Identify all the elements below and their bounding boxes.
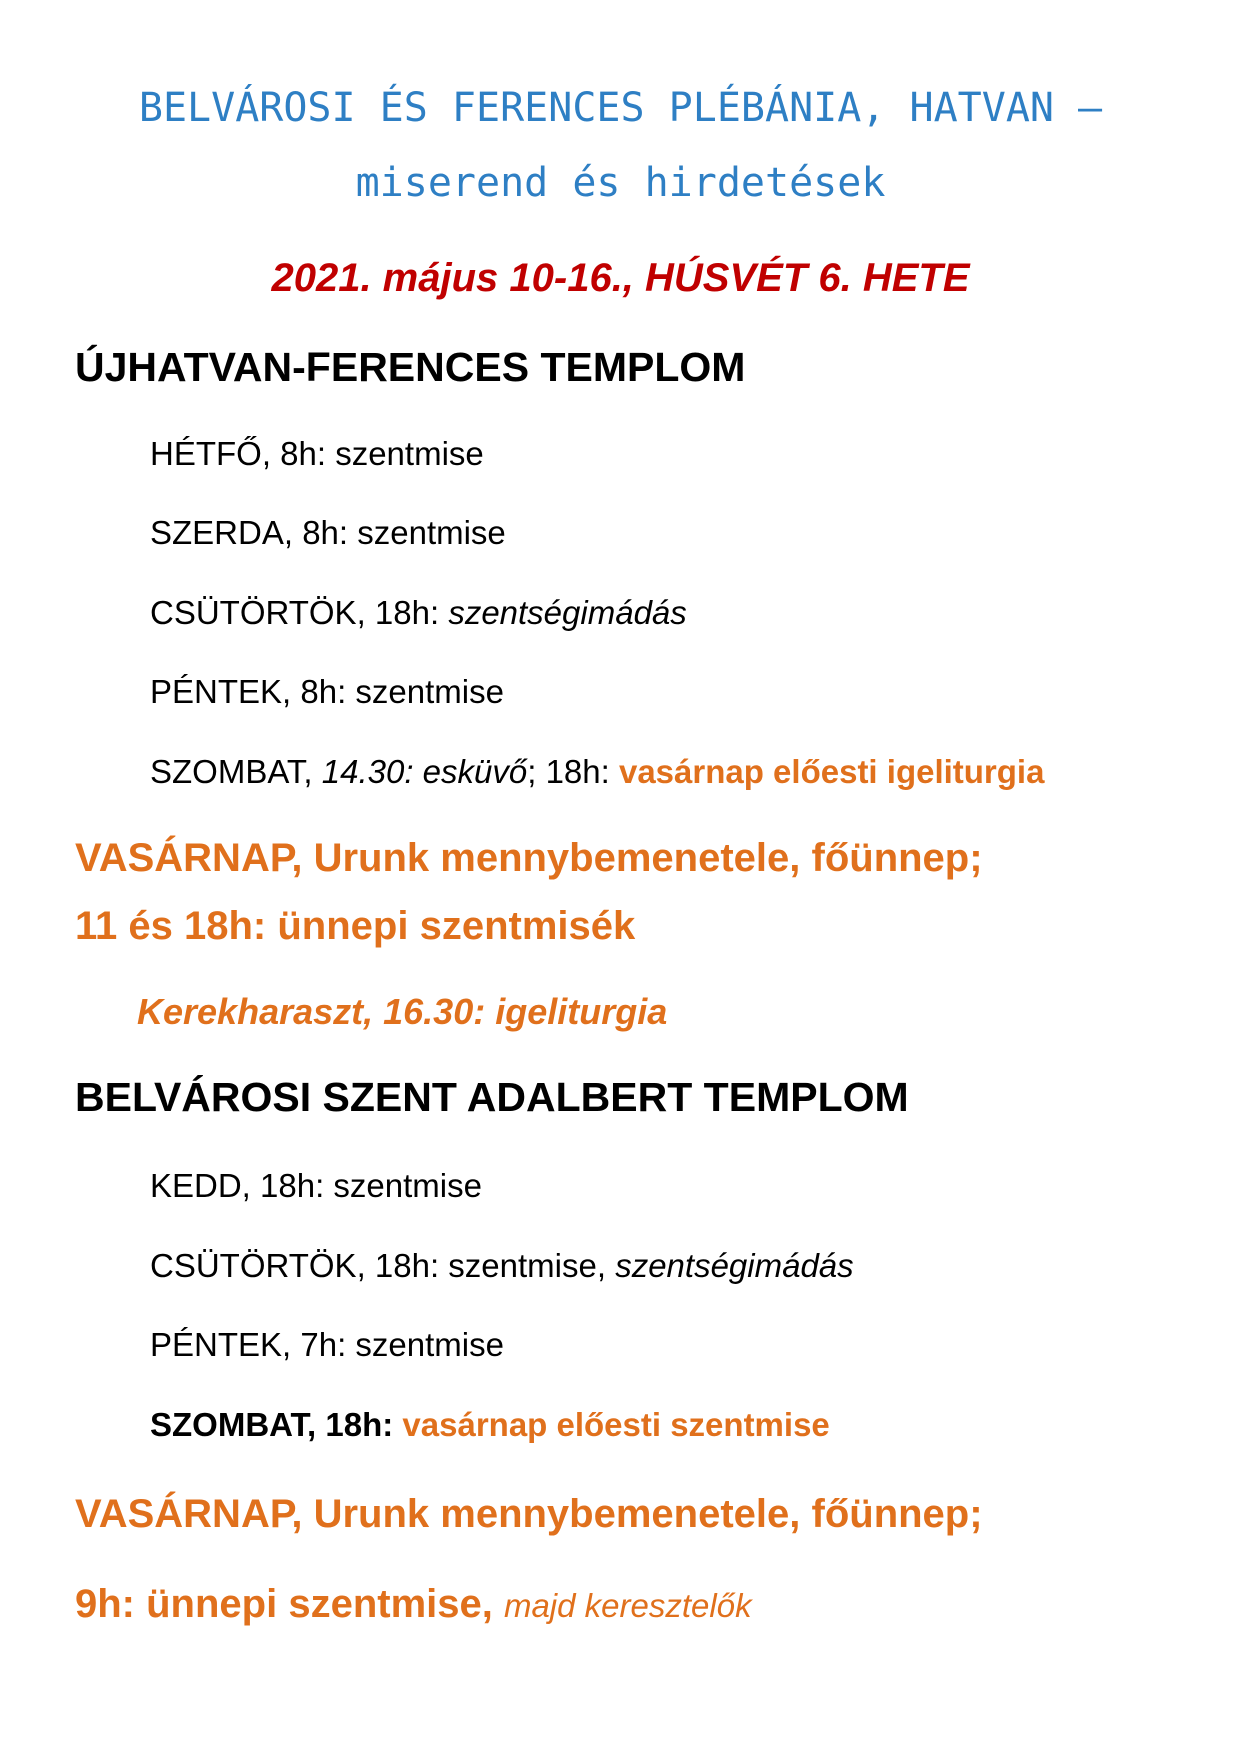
church1-saturday-liturgy: vasárnap előesti igeliturgia xyxy=(618,753,1045,790)
church2-sunday-mass: 9h: ünnepi szentmise, xyxy=(75,1582,504,1626)
church2-sunday-feast: VASÁRNAP, Urunk mennybemenetele, főünnep; xyxy=(75,1492,983,1536)
church1-sunday-feast: VASÁRNAP, Urunk mennybemenetele, főünnep; xyxy=(75,836,983,880)
church1-saturday-day: SZOMBAT, xyxy=(150,753,322,790)
church2-thursday-time: CSÜTÖRTÖK, 18h: szentmise, xyxy=(150,1247,616,1284)
parish-subtitle: miserend és hirdetések xyxy=(355,160,886,206)
church1-monday: HÉTFŐ, 8h: szentmise xyxy=(150,435,484,472)
church1-heading: ÚJHATVAN-FERENCES TEMPLOM xyxy=(75,344,746,390)
church2-thursday-adoration: szentségimádás xyxy=(615,1247,854,1284)
church2-saturday xyxy=(150,1408,830,1441)
church2-tuesday: KEDD, 18h: szentmise xyxy=(150,1167,482,1204)
church2-thursday xyxy=(150,1249,854,1282)
church2-heading: BELVÁROSI SZENT ADALBERT TEMPLOM xyxy=(75,1074,909,1120)
church1-thursday xyxy=(150,596,687,629)
church1-friday: PÉNTEK, 8h: szentmise xyxy=(150,673,504,710)
church1-saturday-wedding: 14.30: esküvő xyxy=(321,753,528,790)
church1-saturday xyxy=(150,755,1044,788)
church2-sunday-masses xyxy=(75,1584,752,1624)
church1-saturday-time: ; 18h: xyxy=(527,753,619,790)
church1-kerekharaszt: Kerekharaszt, 16.30: igeliturgia xyxy=(137,991,668,1032)
church1-wednesday: SZERDA, 8h: szentmise xyxy=(150,514,506,551)
church1-thursday-time: CSÜTÖRTÖK, 18h: xyxy=(150,594,449,631)
church1-thursday-adoration: szentségimádás xyxy=(448,594,687,631)
church2-saturday-mass: vasárnap előesti szentmise xyxy=(402,1406,830,1443)
church1-sunday-masses: 11 és 18h: ünnepi szentmisék xyxy=(75,904,636,948)
church2-friday: PÉNTEK, 7h: szentmise xyxy=(150,1326,504,1363)
parish-title: BELVÁROSI ÉS FERENCES PLÉBÁNIA, HATVAN – xyxy=(138,85,1103,131)
church2-sunday-baptisms: majd keresztelők xyxy=(503,1587,752,1624)
church2-saturday-time: SZOMBAT, 18h: xyxy=(150,1406,403,1443)
week-date: 2021. május 10-16., HÚSVÉT 6. HETE xyxy=(271,256,970,300)
